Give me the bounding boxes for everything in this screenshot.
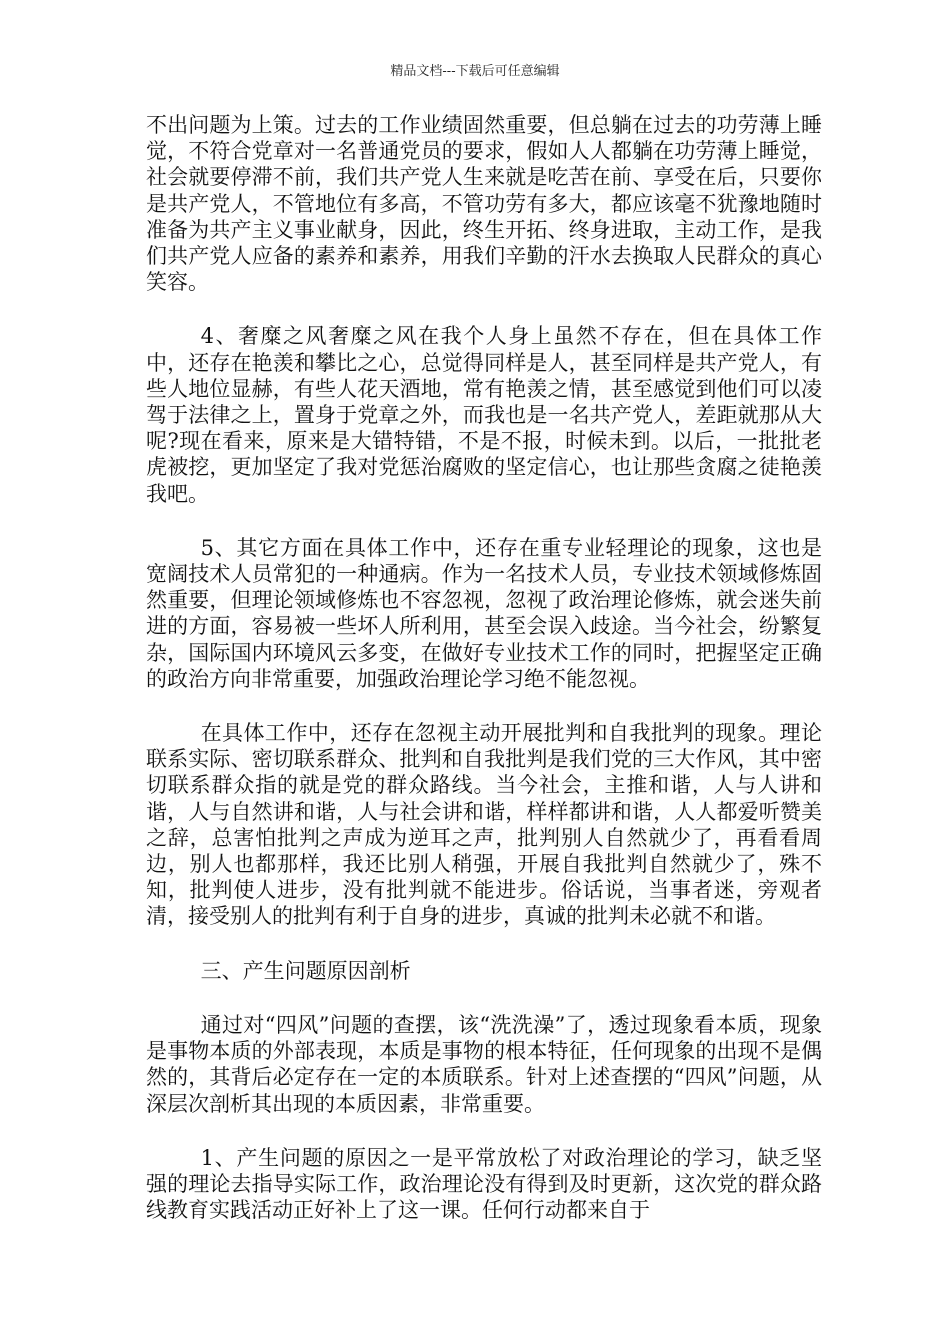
paragraph-continuation: 不出问题为上策。过去的工作业绩固然重要，但总躺在过去的功劳薄上睡觉，不符合党章对一名普通党员的要求，假如人人都躺在功劳薄上睡觉，社会就要停滞不前，我们共产党人生来就是吃苦在前、享受在后，只要你是共产党人，不管地位有多高，不管功劳有多大，都应该毫不犹豫地随时准备为共产主义事业献身，因此，终生开拓、终身进取，主动工作，是我们共产党人应备的素养和素养，用我们辛勤的汗水去换取人民群众的真心笑容。 — [146, 113, 822, 295]
page-header: 精品文档---下载后可任意编辑 — [390, 64, 560, 79]
paragraph-extravagance: 4、奢糜之风奢糜之风在我个人身上虽然不存在，但在具体工作中，还存在艳羡和攀比之心，总觉得同样是人，甚至同样是共产党人，有些人地位显赫，有些人花天酒地，常有艳羡之情，甚至感觉到他们可以凌驾于法律之上，置身于党章之外，而我也是一名共产党人，差距就那从大呢?现在看来，原来是大错特错，不是不报，时候未到。以后，一批批老虎被挖，更加坚定了我对党惩治腐败的坚定信心，也让那些贪腐之徒艳羡我吧。 — [146, 324, 822, 506]
document-body — [146, 112, 822, 1251]
paragraph-analysis-intro: 通过对“四风”问题的查摆，该“洗洗澡”了，透过现象看本质，现象是事物本质的外部表现，本质是事物的根本特征，任何现象的出现不是偶然的，其背后必定存在一定的本质联系。针对上述查摆的“四风”问题，从深层次剖析其出现的本质因素，非常重要。 — [146, 1012, 822, 1116]
paragraph-cause-one: 1、产生问题的原因之一是平常放松了对政治理论的学习，缺乏坚强的理论去指导实际工作，政治理论没有得到及时更新，这次党的群众路线教育实践活动正好补上了这一课。任何行动都来自于 — [146, 1145, 822, 1223]
section-heading: 三、产生问题原因剖析 — [200, 958, 411, 983]
paragraph-other-aspects: 5、其它方面在具体工作中，还存在重专业轻理论的现象，这也是宽阔技术人员常犯的一种通病。作为一名技术人员，专业技术领域修炼固然重要，但理论领域修炼也不容忽视，忽视了政治理论修炼，就会迷失前进的方面，容易被一些坏人所利用，甚至会误入歧途。当今社会，纷繁复杂，国际国内环境风云多变，在做好专业技术工作的同时，把握坚定正确的政治方向非常重要，加强政治理论学习绝不能忽视。 — [146, 535, 822, 691]
paragraph-criticism: 在具体工作中，还存在忽视主动开展批判和自我批判的现象。理论联系实际、密切联系群众、批判和自我批判是我们党的三大作风，其中密切联系群众指的就是党的群众路线。当今社会，主推和谐，人与人讲和谐，人与自然讲和谐，人与社会讲和谐，样样都讲和谐，人人都爱听赞美之辞，总害怕批判之声成为逆耳之声，批判别人自然就少了，再看看周边，别人也都那样，我还比别人稍强，开展自我批判自然就少了，殊不知，批判使人进步，没有批判就不能进步。俗话说，当事者迷，旁观者清，接受别人的批判有利于自身的进步，真诚的批判未必就不和谐。 — [146, 721, 822, 929]
